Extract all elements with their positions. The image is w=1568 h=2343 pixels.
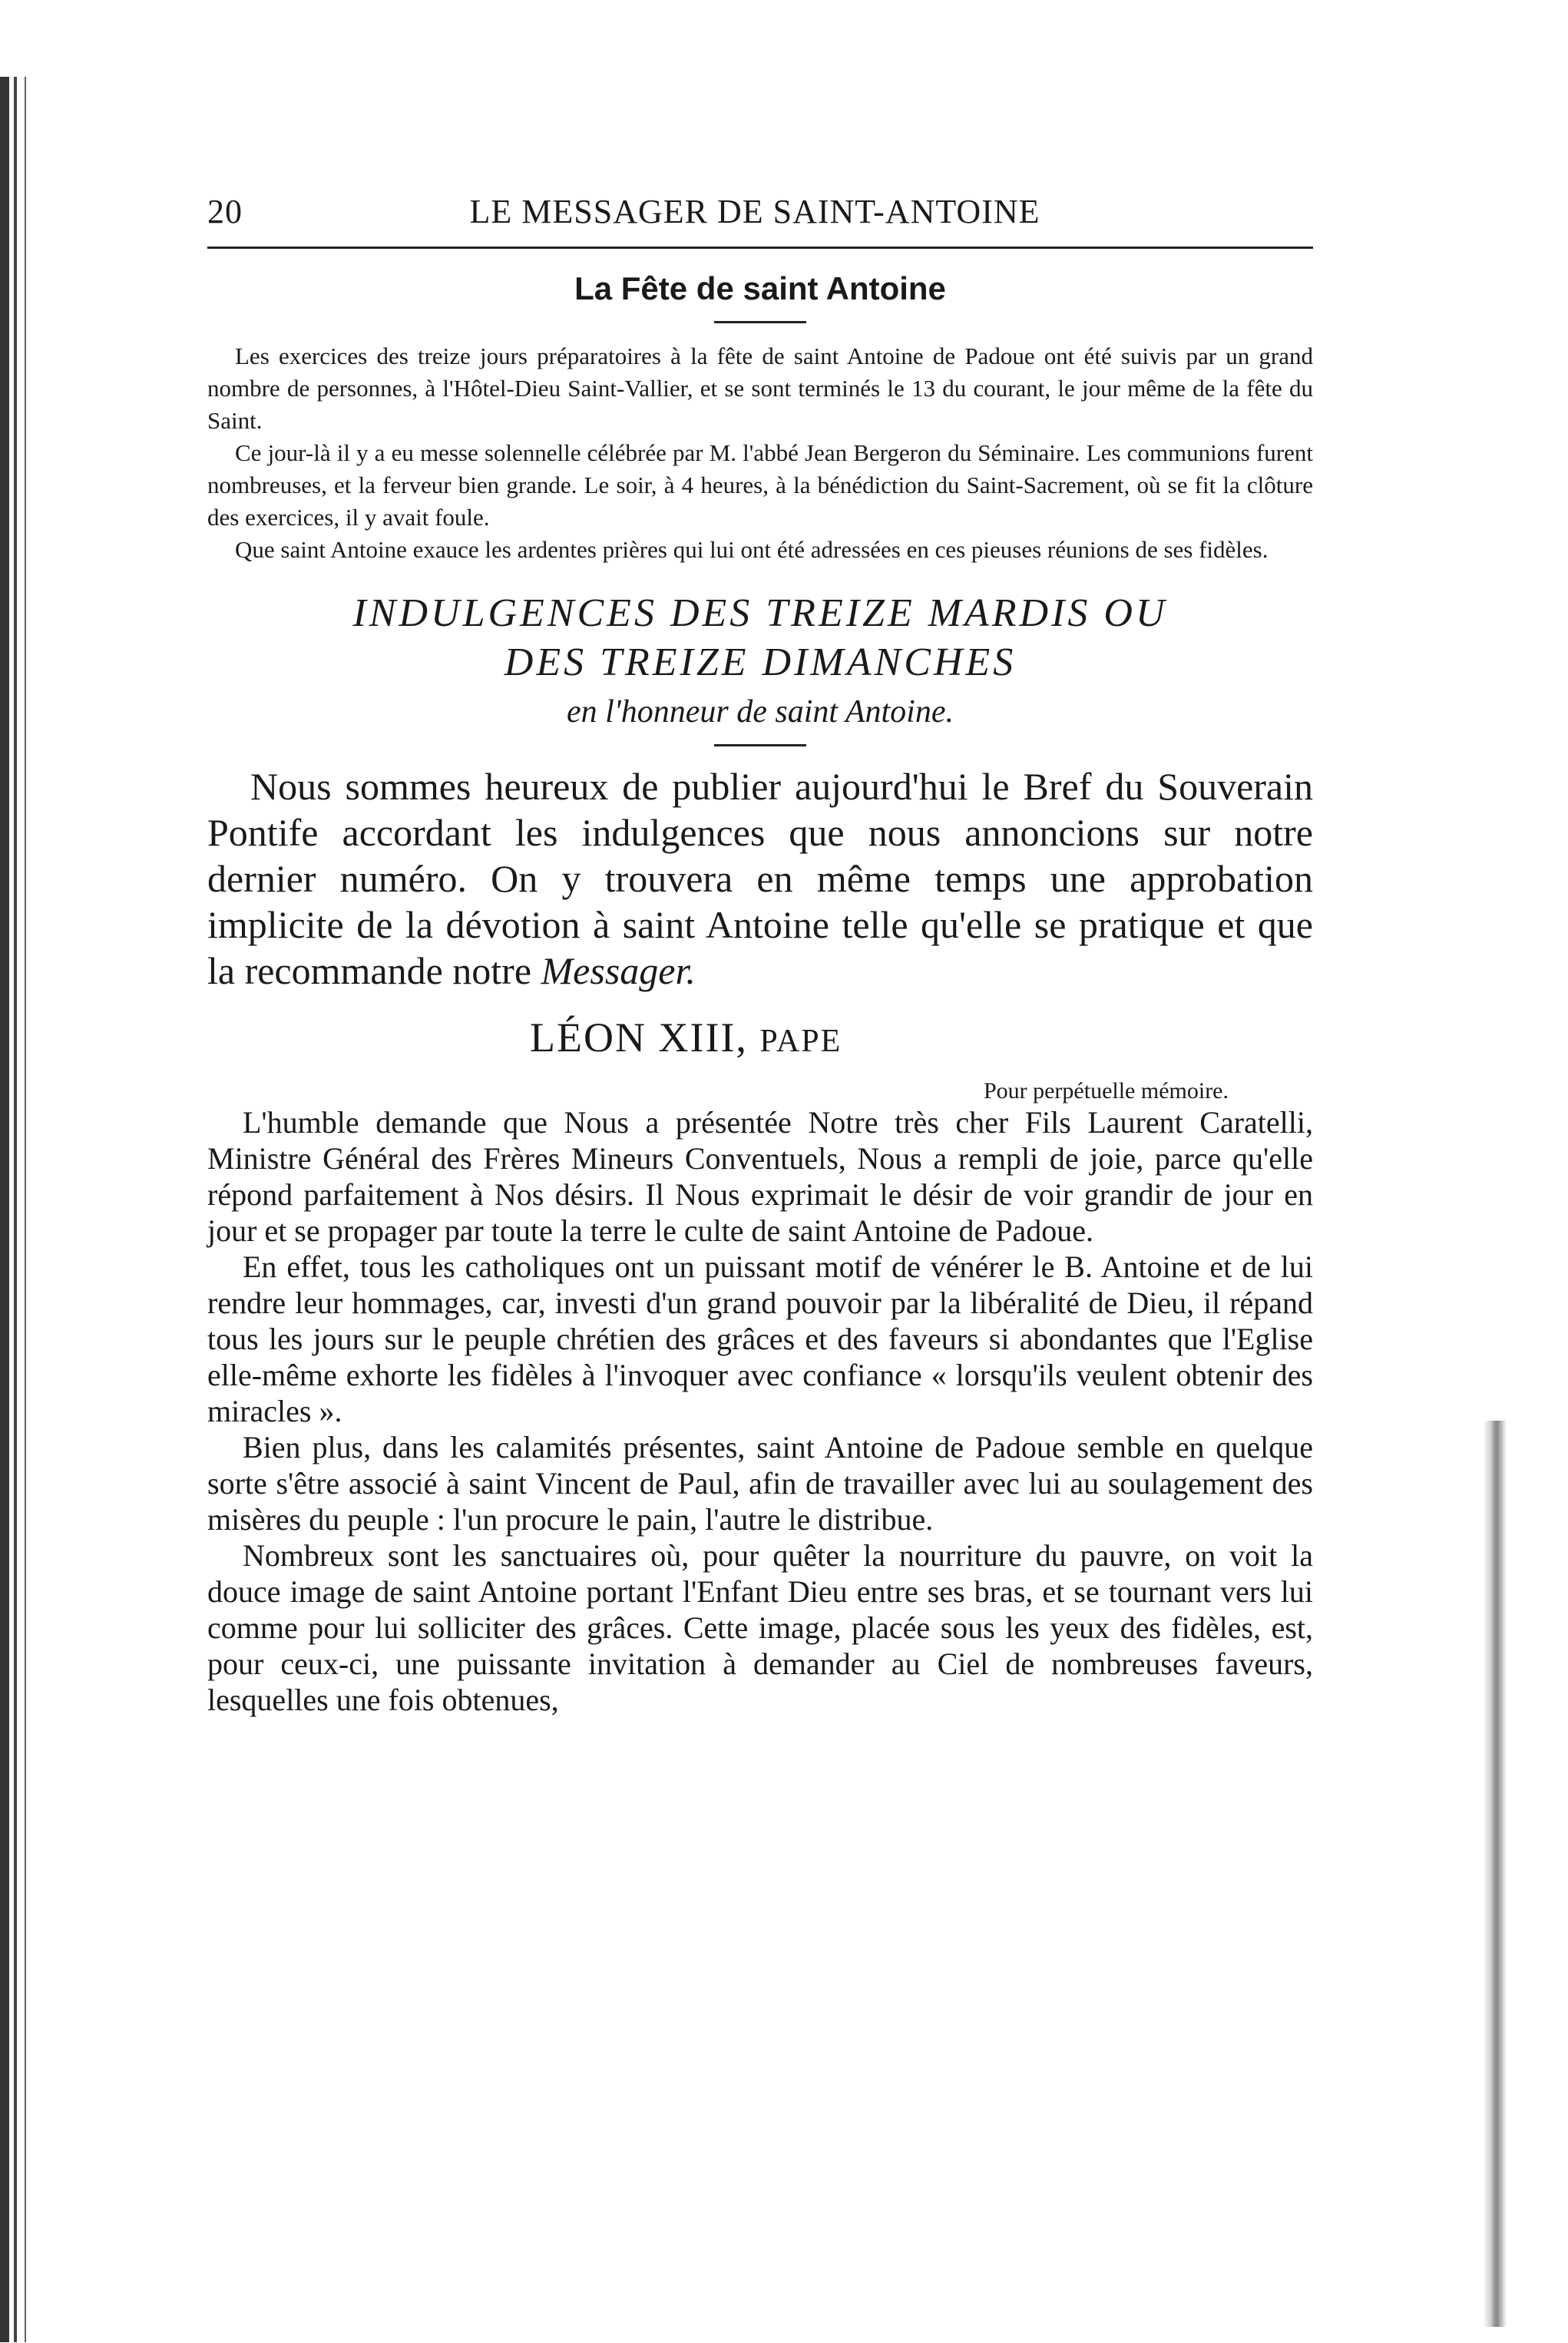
paragraph: Nombreux sont les sanctuaires où, pour quêter la nourriture du pauvre, on voit la douce image de saint Antoine portant l'Enfant Dieu entre ses bras, et se tournant vers lui comme pour lui solliciter des grâces. Cette image, placée sous les yeux des fidèles, est, pour ceux-ci, une puissante invitation à demander au Ciel de nombreuses faveurs, lesquelles une fois obtenues,	[207, 1538, 1313, 1717]
intro-text: Nous sommes heureux de publier aujourd'hui le Bref du Souverain Pontife accordant les indulgences que nous annoncions sur notre dernier numéro. On y trouvera en même temps une approbation implicite de la dévotion à saint Antoine telle qu'elle se pratique et que la recommande notre	[207, 765, 1313, 992]
pope-heading	[530, 1014, 1313, 1061]
paragraph: Les exercices des treize jours préparatoires à la fête de saint Antoine de Padoue ont été suivis par un grand nombre de personnes, à l'Hôtel-Dieu Saint-Vallier, et se sont terminés le 13 du courant, le jour même de la fête du Saint.	[207, 343, 1313, 434]
pope-name: LÉON XIII,	[530, 1014, 760, 1061]
section-title-indulgences	[207, 589, 1313, 687]
intro-paragraph	[207, 763, 1313, 994]
paragraph: Bien plus, dans les calamités présentes, saint Antoine de Padoue semble en quelque sorte s'être associé à saint Vincent de Paul, afin de travailler avec lui au soulagement des misères du peuple : l'un procure le pain, l'autre le distribue.	[207, 1430, 1313, 1537]
document-page	[207, 192, 1313, 1718]
paragraph: Que saint Antoine exauce les ardentes prières qui lui ont été adressées en ces pieuses réunions de ses fidèles.	[235, 536, 1269, 563]
section-subtitle: en l'honneur de saint Antoine.	[567, 694, 954, 730]
scan-border-left	[0, 77, 54, 2342]
title-line: INDULGENCES DES TREIZE MARDIS OU	[352, 591, 1168, 635]
paragraph: L'humble demande que Nous a présentée Notre très cher Fils Laurent Caratelli, Ministre Général des Frères Mineurs Conventuels, Nous a rempli de joie, parce qu'elle répond parfaitement à Nos désirs. Il Nous exprimait le désir de voir grandir de jour en jour et se propager par toute la terre le culte de saint Antoine de Padoue.	[207, 1105, 1313, 1248]
running-title: LE MESSAGER DE SAINT-ANTOINE	[469, 193, 1040, 230]
paragraph: Ce jour-là il y a eu messe solennelle célébrée par M. l'abbé Jean Bergeron du Séminaire. Les communions furent nombreuses, et la ferveur bien grande. Le soir, à 4 heures, à la bénédiction du Saint-Sacrement, où se fit la clôture des exercices, il y avait foule.	[207, 439, 1313, 531]
section-divider	[714, 321, 806, 323]
page-number: 20	[207, 193, 243, 230]
intro-italic: Messager.	[541, 949, 696, 992]
pope-title: PAPE	[759, 1024, 842, 1059]
perpetual-memory: Pour perpétuelle mémoire.	[983, 1078, 1229, 1104]
scan-border-right	[1484, 1421, 1507, 2327]
paragraph: En effet, tous les catholiques ont un puissant motif de vénérer le B. Antoine et de lui rendre leur hommages, car, investi d'un grand pouvoir par la libéralité de Dieu, il répand tous les jours sur le peuple chrétien des grâces et des faveurs si abondantes que l'Eglise elle-même exhorte les fidèles à l'invoquer avec confiance « lorsqu'ils veulent obtenir des miracles ».	[207, 1249, 1313, 1428]
section-title-fete: La Fête de saint Antoine	[574, 270, 946, 306]
header-rule	[207, 247, 1313, 249]
section-divider	[714, 744, 806, 746]
running-header	[207, 192, 1313, 231]
title-line: DES TREIZE DIMANCHES	[504, 640, 1017, 684]
